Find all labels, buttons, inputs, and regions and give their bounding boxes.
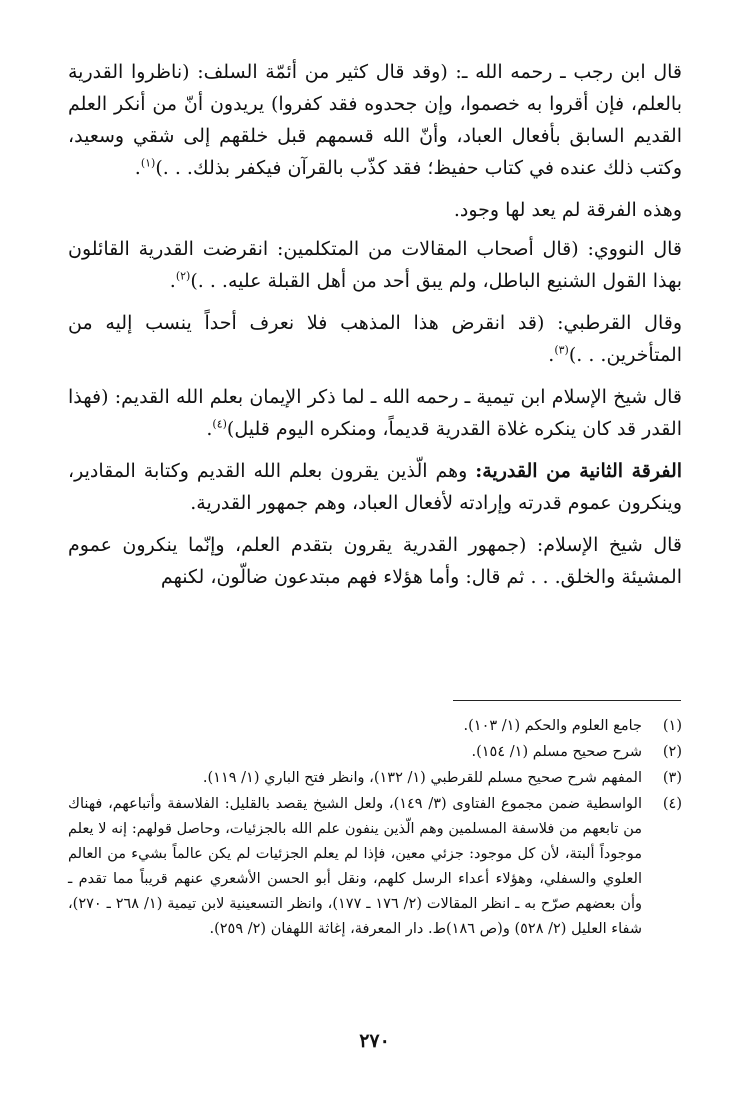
footnote-text: الواسطية ضمن مجموع الفتاوى (٣/ ١٤٩)، ولعل الشيخ يقصد بالقليل: الفلاسفة وأتباعهم، فهناك من تابعهم من فلاسفة المسلمين وهم الّذين ينفون علم الله بالجزئيات، وحاصل قولهم: إنه لا يعلم موجوداً ألبتة، لأن كل موجود: جزئي معين، فإذا لم يعلم الجزئيات لم يكن عالماً بشيء من العالم العلوي والسفلي، وهؤلاء أعداء الرسل كلهم، ونقل أبو الحسن الأشعري عنهم قريباً مما تقدم ـ وأن بعضهم صرّح به ـ انظر المقالات (٢/ ١٧٦ ـ ١٧٧)، وانظر التسعينية لابن تيمية (١/ ٢٦٨ ـ ٢٧٠)، شفاء العليل (٢/ ٥٢٨) و(ص ١٨٦)ط. دار المعرفة، إغاثة اللهفان (٢/ ٢٥٩).	[68, 796, 642, 937]
paragraph-second-sect	[68, 455, 682, 519]
footnote-item	[68, 740, 682, 765]
footnotes	[68, 714, 682, 943]
paragraph-text: قال ابن رجب ـ رحمه الله ـ: (وقد قال كثير من أئمّة السلف: (ناظروا القدرية بالعلم، فإن أقروا به خصموا، وإن جحدوه فقد كفروا) يريدون أنّ من أنكر العلم القديم السابق بأفعال العباد، وأنّ الله قسمهم قبل خلقهم إلى شقي وسعيد، وكتب ذلك عنده في كتاب حفيظ؛ فقد كذّب بالقرآن فيكفر بذلك. . .)	[68, 61, 682, 179]
paragraph-text: قال النووي: (قال أصحاب المقالات من المتكلمين: انقرضت القدرية القائلون بهذا القول الشنيع الباطل، ولم يبق أحد من أهل القبلة عليه. . .)	[68, 238, 682, 292]
footnote-number: (١)	[662, 718, 682, 734]
paragraph-text: وقال القرطبي: (قد انقرض هذا المذهب فلا نعرف أحداً ينسب إليه من المتأخرين. . .)	[68, 312, 682, 366]
page-number: ٢٧٠	[359, 1030, 390, 1052]
paragraph-ibn-taymiyya: قال شيخ الإسلام ابن تيمية ـ رحمه الله ـ لما ذكر الإيمان بعلم الله القديم: (فهذا القدر قد كان ينكره غلاة القدرية قديماً، ومنكره اليوم قليل)$^{(٤)}$.	[68, 386, 682, 440]
footnote-ref: (٣)	[554, 343, 569, 357]
footnote-number: (٢)	[662, 744, 682, 760]
paragraph-text: وهذه الفرقة لم يعد لها وجود.	[453, 199, 682, 221]
footnote-ref: (٢)	[175, 269, 191, 283]
paragraph-text: قال شيخ الإسلام: (جمهور القدرية يقرون بتقدم العلم، وإنّما ينكرون عموم المشيئة والخلق. . . ثم قال: وأما هؤلاء فهم مبتدعون ضالّون، لكنهم	[68, 534, 682, 588]
footnote-ref: (٤)	[212, 417, 227, 431]
footnote-number: (٤)	[662, 796, 682, 812]
footnote-item	[68, 792, 682, 942]
paragraph-text: وهم الّذين يقرون بعلم الله القديم وكتابة المقادير، وينكرون عموم قدرته وإرادته لأفعال العباد، وهم جمهور القدرية.	[68, 460, 682, 514]
footnote-text: شرح صحيح مسلم (١/ ١٥٤).	[471, 744, 642, 760]
paragraph-ibn-rajab: قال ابن رجب ـ رحمه الله ـ: (وقد قال كثير من أئمّة السلف: (ناظروا القدرية بالعلم، فإن أقروا به خصموا، وإن جحدوه فقد كفروا) يريدون أنّ من أنكر العلم القديم السابق بأفعال العباد، وأنّ الله قسمهم قبل خلقهم إلى شقي وسعيد، وكتب ذلك عنده في كتاب حفيظ؛ فقد كذّب بالقرآن فيكفر بذلك. . .)$^{(١)}$.	[68, 61, 682, 179]
footnote-number: (٣)	[662, 770, 682, 786]
footnote-item	[68, 766, 682, 791]
footnote-text: جامع العلوم والحكم (١/ ١٠٣).	[463, 718, 642, 734]
footnote-ref: (١)	[140, 156, 156, 170]
paragraph-text: قال شيخ الإسلام ابن تيمية ـ رحمه الله ـ لما ذكر الإيمان بعلم الله القديم: (فهذا القدر قد كان ينكره غلاة القدرية قديماً، ومنكره اليوم قليل)	[68, 386, 682, 440]
section-heading: الفرقة الثانية من القدرية:	[475, 460, 683, 482]
footnote-text: المفهم شرح صحيح مسلم للقرطبي (١/ ١٣٢)، وانظر فتح الباري (١/ ١١٩).	[202, 770, 642, 786]
main-text	[68, 56, 682, 603]
paragraph-sect-extinct	[68, 194, 682, 226]
paragraph-shaykh-islam	[68, 529, 682, 593]
footnote-item	[68, 714, 682, 739]
paragraph-qurtubi: وقال القرطبي: (قد انقرض هذا المذهب فلا نعرف أحداً ينسب إليه من المتأخرين. . .)$^{(٣)}$.	[68, 312, 682, 366]
footnote-separator	[453, 700, 681, 701]
paragraph-nawawi: قال النووي: (قال أصحاب المقالات من المتكلمين: انقرضت القدرية القائلون بهذا القول الشنيع الباطل، ولم يبق أحد من أهل القبلة عليه. . .)$^{(٢)}$.	[68, 238, 682, 292]
